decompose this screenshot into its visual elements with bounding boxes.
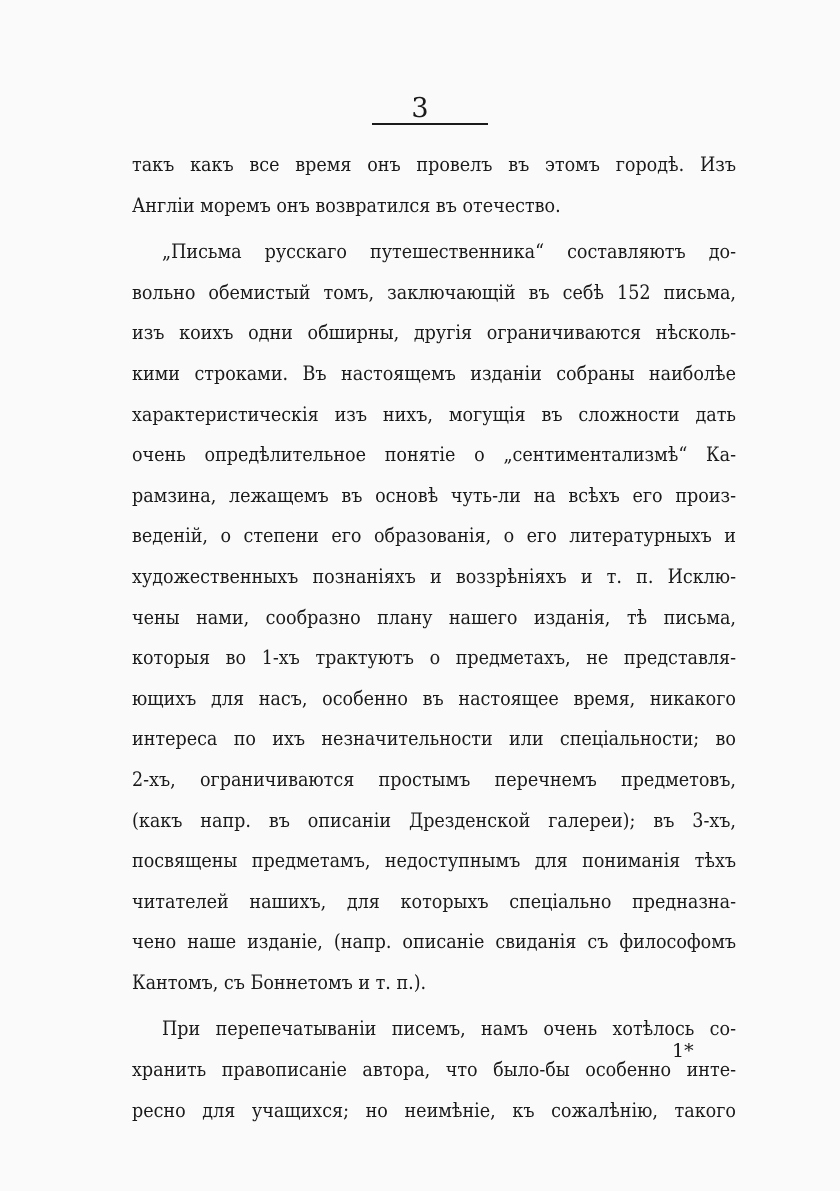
text-line: кими строками. Въ настоящемъ изданіи собраны наиболѣе [132,361,736,385]
text-line: веденій, о степени его образованія, о его литературныхъ и [132,524,736,548]
page-number: 3 [411,93,429,124]
text-line: Англіи моремъ онъ возвратился въ отечество. [132,193,561,217]
text-line: вольно обемистый томъ, заключающій въ себѣ 152 письма, [132,280,736,304]
text-line: изъ коихъ одни обширны, другія ограничиваются нѣсколь- [132,321,736,345]
text-line: ющихъ для насъ, особенно въ настоящее время, никакого [132,686,736,710]
text-line: художественныхъ познаніяхъ и воззрѣніяхъ и т. п. Исклю- [132,564,736,588]
text-line: чены нами, сообразно плану нашего изданія, тѣ письма, [132,605,736,629]
text-line: Кантомъ, съ Боннетомъ и т. п.). [132,970,427,994]
text-line: интереса по ихъ незначительности или спеціальности; во [132,727,736,751]
text-line: При перепечатываніи писемъ, намъ очень хотѣлось со- [162,1017,736,1041]
paragraph-1 [132,145,736,226]
text-line: очень опредѣлительное понятіе о „сентиментализмѣ“ Ка- [132,443,736,467]
text-line: такъ какъ все время онъ провелъ въ этомъ городѣ. Изъ [132,153,736,176]
paragraph-2 [132,232,736,1003]
header-rule [372,123,488,125]
text-line: посвящены предметамъ, недоступнымъ для пониманія тѣхъ [132,849,736,873]
paragraph-3 [132,1009,736,1131]
text-line: читателей нашихъ, для которыхъ спеціально предназна- [132,889,736,913]
text-line: (какъ напр. въ описаніи Дрезденской галереи); въ 3-хъ, [132,808,736,832]
body-text [132,145,736,1131]
text-line: 2-хъ, ограничиваются простымъ перечнемъ предметовъ, [132,767,736,791]
text-line: характеристическія изъ нихъ, могущія въ сложности дать [132,402,736,426]
text-line: хранить правописаніе автора, что было-бы особенно инте- [132,1058,736,1082]
text-line: чено наше изданіе, (напр. описаніе свиданія съ философомъ [132,930,736,954]
text-line: „Письма русскаго путешественника“ составляютъ до- [162,240,736,264]
text-line: ресно для учащихся; но неимѣніе, къ сожалѣнію, такого [132,1098,736,1122]
text-line: которыя во 1-хъ трактуютъ о предметахъ, не представля- [132,646,736,670]
printer-signature-mark: 1* [672,1040,694,1062]
text-line: рамзина, лежащемъ въ основѣ чуть-ли на всѣхъ его произ- [132,483,736,507]
